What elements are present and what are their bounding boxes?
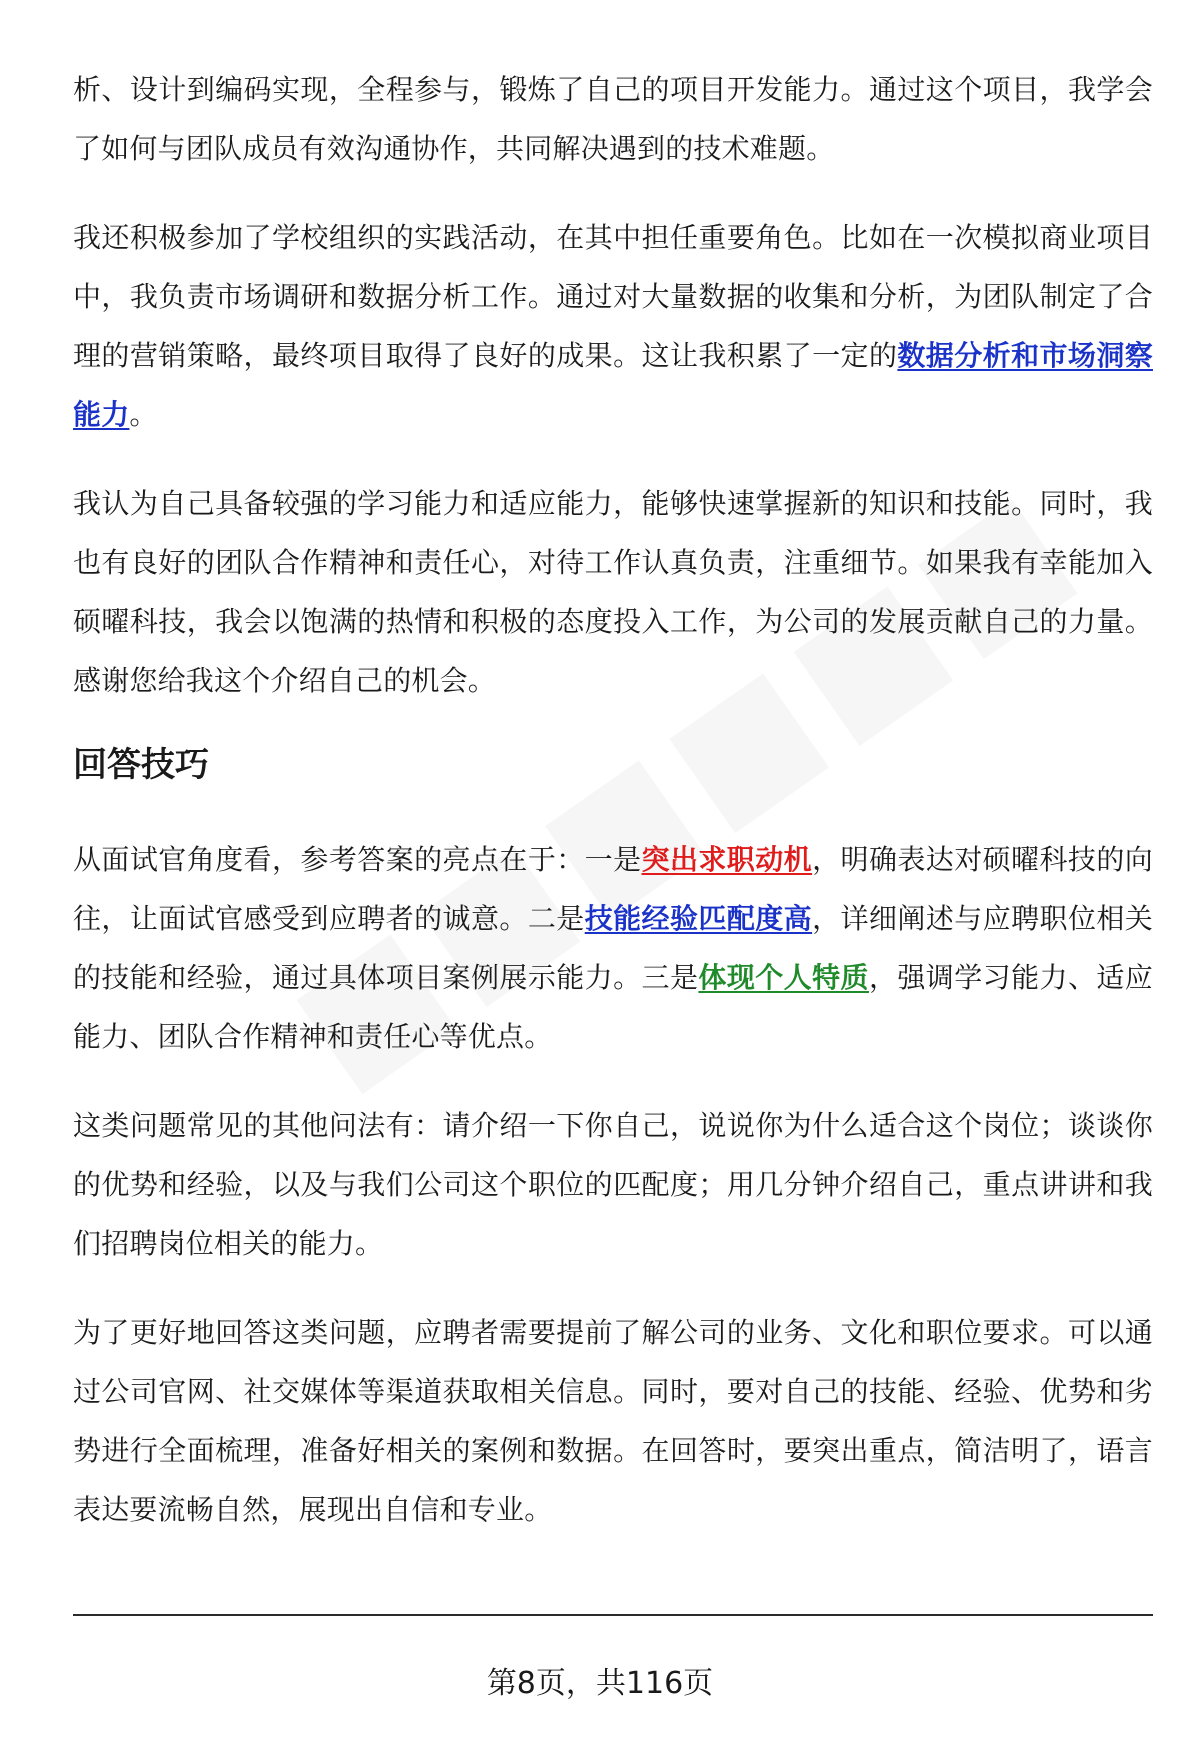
paragraph-text: ，明确表达对硕曜科技的向往，让面试官感受到应聘者的诚意。二是 — [73, 843, 1153, 935]
highlight-motivation: 突出求职动机 — [641, 843, 813, 876]
paragraph-tips-highlights — [73, 830, 1153, 1066]
highlight-data-analysis: 数据分析和市场洞察能力 — [73, 339, 1153, 431]
paragraph-text: ，详细阐述与应聘职位相关的技能和经验，通过具体项目案例展示能力。三是 — [73, 902, 1154, 994]
paragraph-text: 从面试官角度看，参考答案的亮点在于：一是 — [73, 843, 642, 876]
page-number: 第8页，共116页 — [486, 1666, 714, 1701]
highlight-skill-match: 技能经验匹配度高 — [584, 902, 813, 935]
paragraph-tips-alternatives — [73, 1096, 1153, 1273]
highlight-personal-traits: 体现个人特质 — [698, 961, 869, 994]
paragraph-text: 这类问题常见的其他问法有：请介绍一下你自己，说说你为什么适合这个岗位；谈谈你的优势和经验，以及与我们公司这个职位的匹配度；用几分钟介绍自己，重点讲讲和我们招聘岗位相关的能力。 — [73, 1109, 1153, 1260]
paragraph-practice-activities — [73, 208, 1153, 444]
paragraph-text: 我还积极参加了学校组织的实践活动，在其中担任重要角色。比如在一次模拟商业项目中，我负责市场调研和数据分析工作。通过对大量数据的收集和分析，为团队制定了合理的营销策略，最终项目取得了良好的成果。这让我积累了一定的 — [73, 221, 1153, 372]
section-title: 回答技巧 — [73, 745, 209, 785]
paragraph-project-experience — [73, 60, 1153, 178]
paragraph-self-assessment — [73, 474, 1153, 710]
paragraph-text: 析、设计到编码实现，全程参与，锻炼了自己的项目开发能力。通过这个项目，我学会了如何与团队成员有效沟通协作，共同解决遇到的技术难题。 — [73, 73, 1153, 165]
footer-divider — [73, 1614, 1153, 1616]
document-body — [73, 60, 1153, 1569]
paragraph-text: 为了更好地回答这类问题，应聘者需要提前了解公司的业务、文化和职位要求。可以通过公司官网、社交媒体等渠道获取相关信息。同时，要对自己的技能、经验、优势和劣势进行全面梳理，准备好相关的案例和数据。在回答时，要突出重点，简洁明了，语言表达要流畅自然，展现出自信和专业。 — [73, 1316, 1153, 1526]
paragraph-tips-preparation — [73, 1303, 1153, 1539]
paragraph-text: 我认为自己具备较强的学习能力和适应能力，能够快速掌握新的知识和技能。同时，我也有良好的团队合作精神和责任心，对待工作认真负责，注重细节。如果我有幸能加入硕曜科技，我会以饱满的热情和积极的态度投入工作，为公司的发展贡献自己的力量。感谢您给我这个介绍自己的机会。 — [73, 487, 1153, 697]
paragraph-text: 。 — [129, 398, 158, 431]
paragraph-text: ，强调学习能力、适应能力、团队合作精神和责任心等优点。 — [73, 961, 1153, 1053]
